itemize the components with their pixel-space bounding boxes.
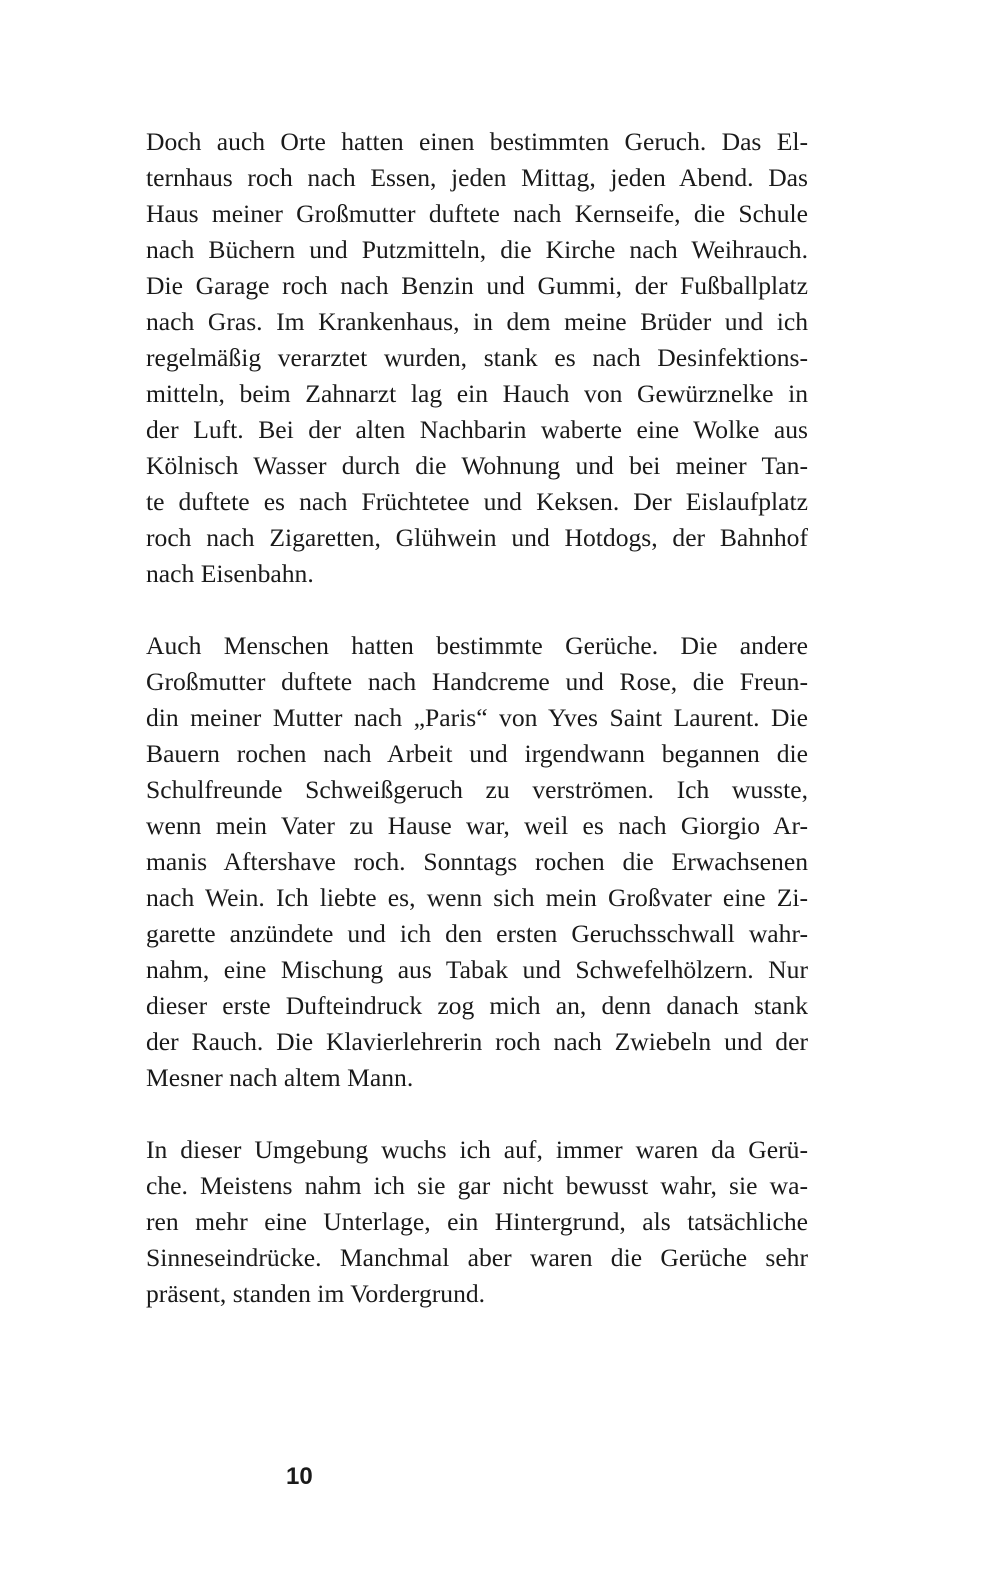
text-line: din meiner Mutter nach „Paris“ von Yves Saint Laurent. Die (146, 703, 808, 732)
text-line: In dieser Umgebung wuchs ich auf, immer waren da Gerü- (146, 1135, 808, 1164)
text-line: präsent, standen im Vordergrund. (146, 1279, 486, 1308)
text-line: der Luft. Bei der alten Nachbarin waberte eine Wolke aus (146, 415, 808, 444)
text-line: Bauern rochen nach Arbeit und irgendwann begannen die (146, 739, 808, 768)
text-line: Doch auch Orte hatten einen bestimmten Geruch. Das El- (146, 127, 808, 156)
text-line: nach Wein. Ich liebte es, wenn sich mein Großvater eine Zi- (146, 883, 808, 912)
body-text (146, 124, 808, 1312)
text-line: dieser erste Dufteindruck zog mich an, denn danach stank (146, 991, 808, 1020)
text-line: roch nach Zigaretten, Glühwein und Hotdogs, der Bahnhof (146, 523, 808, 552)
text-line: ren mehr eine Unterlage, ein Hintergrund, als tatsächliche (146, 1207, 808, 1236)
paragraph-2 (146, 628, 808, 1096)
paragraph-gap (146, 1096, 808, 1132)
paragraph-3 (146, 1132, 808, 1312)
text-line: che. Meistens nahm ich sie gar nicht bewusst wahr, sie wa- (146, 1171, 808, 1200)
text-line: regelmäßig verarztet wurden, stank es nach Desinfektions- (146, 343, 808, 372)
page-number: 10 (286, 1463, 313, 1490)
text-line: Mesner nach altem Mann. (146, 1063, 414, 1092)
paragraph-gap (146, 592, 808, 628)
text-line: manis Aftershave roch. Sonntags rochen die Erwachsenen (146, 847, 808, 876)
text-line: nach Gras. Im Krankenhaus, in dem meine Brüder und ich (146, 307, 808, 336)
text-line: nahm, eine Mischung aus Tabak und Schwefelhölzern. Nur (146, 955, 808, 984)
text-line: Sinneseindrücke. Manchmal aber waren die Gerüche sehr (146, 1243, 808, 1272)
text-line: ternhaus roch nach Essen, jeden Mittag, jeden Abend. Das (146, 163, 808, 192)
text-line: Haus meiner Großmutter duftete nach Kernseife, die Schule (146, 199, 808, 228)
text-line: wenn mein Vater zu Hause war, weil es nach Giorgio Ar- (146, 811, 808, 840)
text-line: garette anzündete und ich den ersten Geruchsschwall wahr- (146, 919, 808, 948)
text-line: Großmutter duftete nach Handcreme und Rose, die Freun- (146, 667, 808, 696)
text-line: Die Garage roch nach Benzin und Gummi, der Fußballplatz (146, 271, 808, 300)
text-line: Auch Menschen hatten bestimmte Gerüche. Die andere (146, 631, 808, 660)
text-line: Schulfreunde Schweißgeruch zu verströmen. Ich wusste, (146, 775, 808, 804)
text-line: te duftete es nach Früchtetee und Keksen. Der Eislaufplatz (146, 487, 808, 516)
paragraph-1 (146, 124, 808, 592)
text-line: mitteln, beim Zahnarzt lag ein Hauch von Gewürznelke in (146, 379, 808, 408)
text-line: nach Eisenbahn. (146, 559, 314, 588)
text-line: der Rauch. Die Klavierlehrerin roch nach Zwiebeln und der (146, 1027, 808, 1056)
text-line: nach Büchern und Putzmitteln, die Kirche nach Weihrauch. (146, 235, 808, 264)
text-line: Kölnisch Wasser durch die Wohnung und bei meiner Tan- (146, 451, 808, 480)
